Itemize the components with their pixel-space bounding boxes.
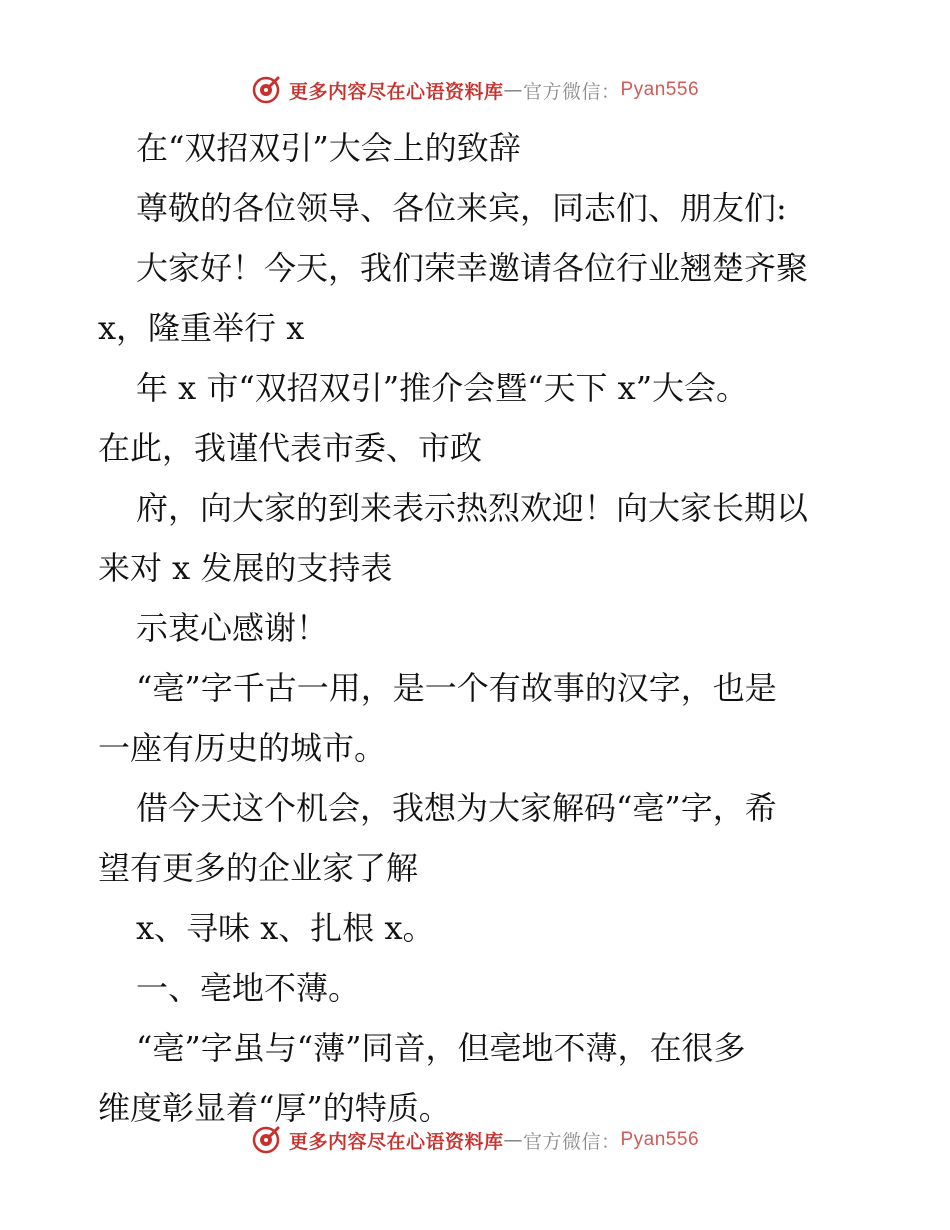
text-line: 在此，我谨代表市委、市政 — [98, 429, 483, 467]
watermark-dash: — — [503, 1129, 523, 1151]
text-line: 来对 x 发展的支持表 — [98, 549, 393, 587]
text-line: x、寻味 x、扎根 x。 — [136, 909, 435, 947]
header-watermark — [0, 70, 950, 110]
watermark-dash: — — [503, 79, 523, 101]
document-body — [98, 118, 858, 1138]
document-title: 在“双招双引”大会上的致辞 — [136, 129, 521, 167]
watermark-id: Pyan556 — [620, 79, 700, 100]
section-heading: 一、亳地不薄。 — [136, 969, 361, 1007]
pen-circle-icon — [251, 1125, 281, 1155]
text-line: 大家好！今天，我们荣幸邀请各位行业翘楚齐聚 — [136, 249, 809, 287]
watermark-label: 官方微信： — [522, 1130, 621, 1153]
text-line: 示衷心感谢！ — [136, 609, 329, 647]
watermark-id: Pyan556 — [620, 1129, 700, 1150]
text-line: 望有更多的企业家了解 — [98, 849, 419, 887]
watermark-main-text: 更多内容尽在心语资料库 — [288, 80, 504, 103]
salutation-line: 尊敬的各位领导、各位来宾，同志们、朋友们: — [136, 189, 787, 227]
text-line: 年 x 市“双招双引”推介会暨“天下 x”大会。 — [136, 369, 749, 407]
text-line: 借今天这个机会，我想为大家解码“亳”字，希 — [136, 789, 777, 827]
pen-circle-icon — [251, 75, 281, 105]
text-line: 一座有历史的城市。 — [98, 729, 387, 767]
watermark-main-text: 更多内容尽在心语资料库 — [288, 1130, 504, 1153]
text-line: 维度彰显着“厚”的特质。 — [98, 1089, 451, 1127]
watermark-label: 官方微信： — [522, 80, 621, 103]
text-line: “亳”字千古一用，是一个有故事的汉字，也是 — [136, 669, 777, 707]
text-line: x，隆重举行 x — [98, 309, 305, 347]
footer-watermark — [0, 1120, 950, 1160]
text-line: “亳”字虽与“薄”同音，但亳地不薄，在很多 — [136, 1029, 746, 1067]
text-line: 府，向大家的到来表示热烈欢迎！向大家长期以 — [136, 489, 809, 527]
